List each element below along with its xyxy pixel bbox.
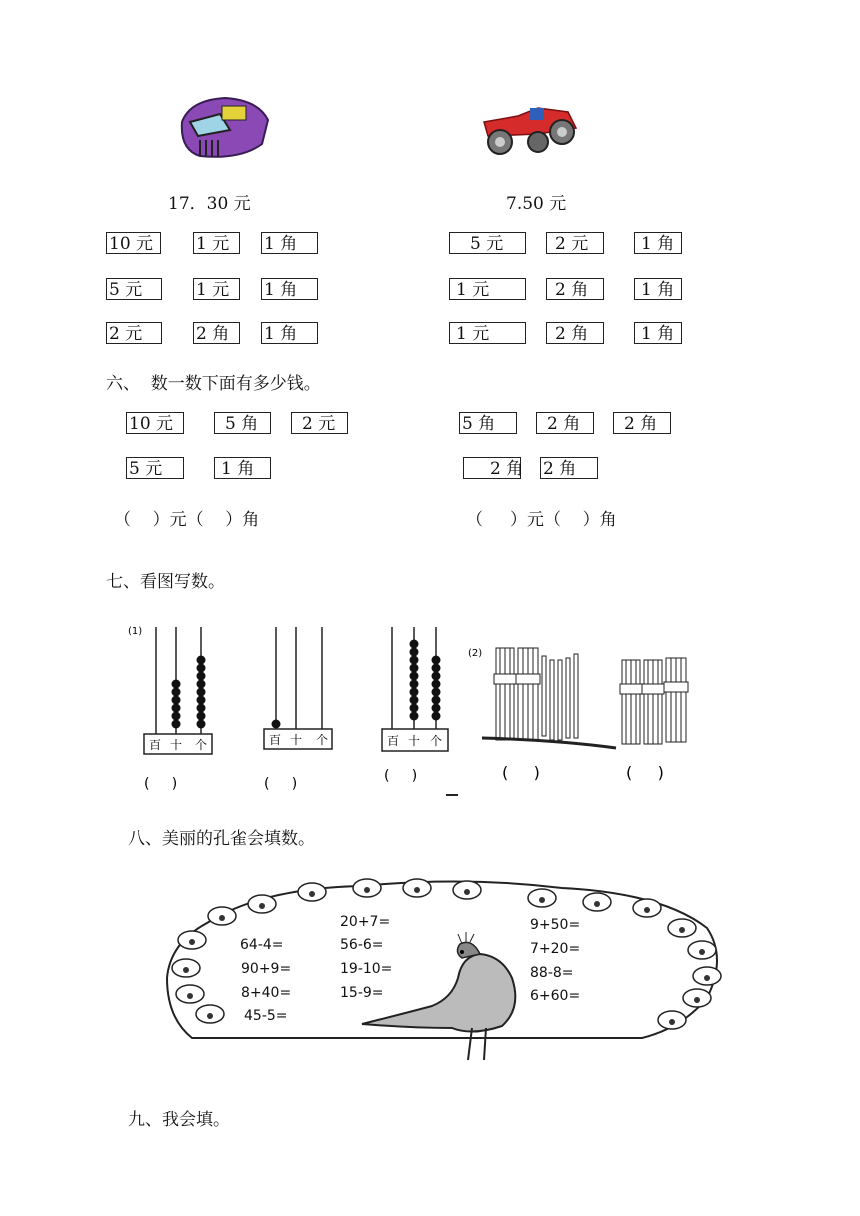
equation: 64-4=: [240, 937, 284, 953]
equation: 45-5=: [244, 1008, 288, 1024]
money-box: 5 角: [459, 412, 517, 434]
money-box: 1 角: [261, 322, 318, 344]
toy-robot-image: [170, 92, 280, 164]
money-box: 1 元: [449, 322, 526, 344]
abacus-1: [144, 627, 212, 792]
equation: 9+50=: [530, 917, 581, 933]
abacus-2: [264, 627, 332, 792]
equation: 19-10=: [340, 961, 393, 977]
money-box: 5 角: [214, 412, 271, 434]
money-box: 2 元: [106, 322, 162, 344]
svg-text:百: 百: [269, 733, 282, 747]
money-box: 2 角: [536, 412, 594, 434]
section8-heading: 八、美丽的孔雀会填数。: [128, 829, 315, 849]
right-price: 7.50 元: [506, 194, 567, 214]
equation: 90+9=: [241, 961, 292, 977]
money-box: 2 角: [193, 322, 240, 344]
svg-text:十: 十: [170, 738, 183, 752]
svg-text:( ): ( ): [384, 768, 418, 784]
money-box: 1 角: [634, 232, 682, 254]
money-box: 1 角: [261, 278, 318, 300]
svg-text:个: 个: [430, 734, 443, 748]
money-box: 2 角: [613, 412, 671, 434]
money-box: 1 角: [634, 278, 682, 300]
section7-heading: 七、看图写数。: [106, 572, 225, 592]
equation: 15-9=: [340, 985, 384, 1001]
answer-right: （ ）元（ ）角: [466, 510, 617, 530]
money-box: 5 元: [106, 278, 162, 300]
money-box: 2 角: [546, 278, 604, 300]
equation: 88-8=: [530, 965, 574, 981]
abacus-figure: [126, 612, 486, 802]
svg-text:十: 十: [290, 733, 303, 747]
svg-text:百: 百: [387, 734, 400, 748]
money-box: 5 元: [449, 232, 526, 254]
svg-text:个: 个: [195, 738, 208, 752]
money-box: 1 元: [193, 232, 240, 254]
svg-text:( ): ( ): [264, 776, 298, 792]
svg-text:( ): ( ): [626, 763, 664, 782]
abacus-3: [382, 627, 448, 784]
money-box: 2 角: [463, 457, 521, 479]
svg-text:个: 个: [316, 733, 329, 747]
answer-left: （ ）元（ ）角: [114, 510, 260, 530]
money-box: 2 元: [546, 232, 604, 254]
money-box: 1 角: [261, 232, 318, 254]
money-box: 1 角: [634, 322, 682, 344]
money-box: 2 角: [540, 457, 598, 479]
part1-label: (1): [128, 626, 143, 637]
toy-car-image: [478, 98, 582, 160]
money-box: 10 元: [126, 412, 184, 434]
money-box: 1 元: [193, 278, 240, 300]
svg-text:百: 百: [149, 738, 162, 752]
equation: 6+60=: [530, 988, 581, 1004]
money-box: 2 角: [546, 322, 604, 344]
section9-heading: 九、我会填。: [128, 1110, 230, 1130]
equation: 8+40=: [241, 985, 292, 1001]
money-box: 2 元: [291, 412, 348, 434]
svg-text:( ): ( ): [144, 776, 178, 792]
money-box: 1 角: [214, 457, 271, 479]
equation: 7+20=: [530, 941, 581, 957]
svg-text:十: 十: [408, 734, 421, 748]
money-box: 1 元: [449, 278, 526, 300]
left-price: 17．30 元: [168, 194, 251, 214]
equation: 56-6=: [340, 937, 384, 953]
money-box: 5 元: [126, 457, 184, 479]
money-box: 10 元: [106, 232, 161, 254]
stick-bundles-figure: [466, 640, 706, 790]
part2-label: (2): [468, 648, 483, 659]
svg-text:( ): ( ): [502, 763, 540, 782]
equation: 20+7=: [340, 914, 391, 930]
section6-heading: 六、 数一数下面有多少钱。: [106, 374, 321, 394]
